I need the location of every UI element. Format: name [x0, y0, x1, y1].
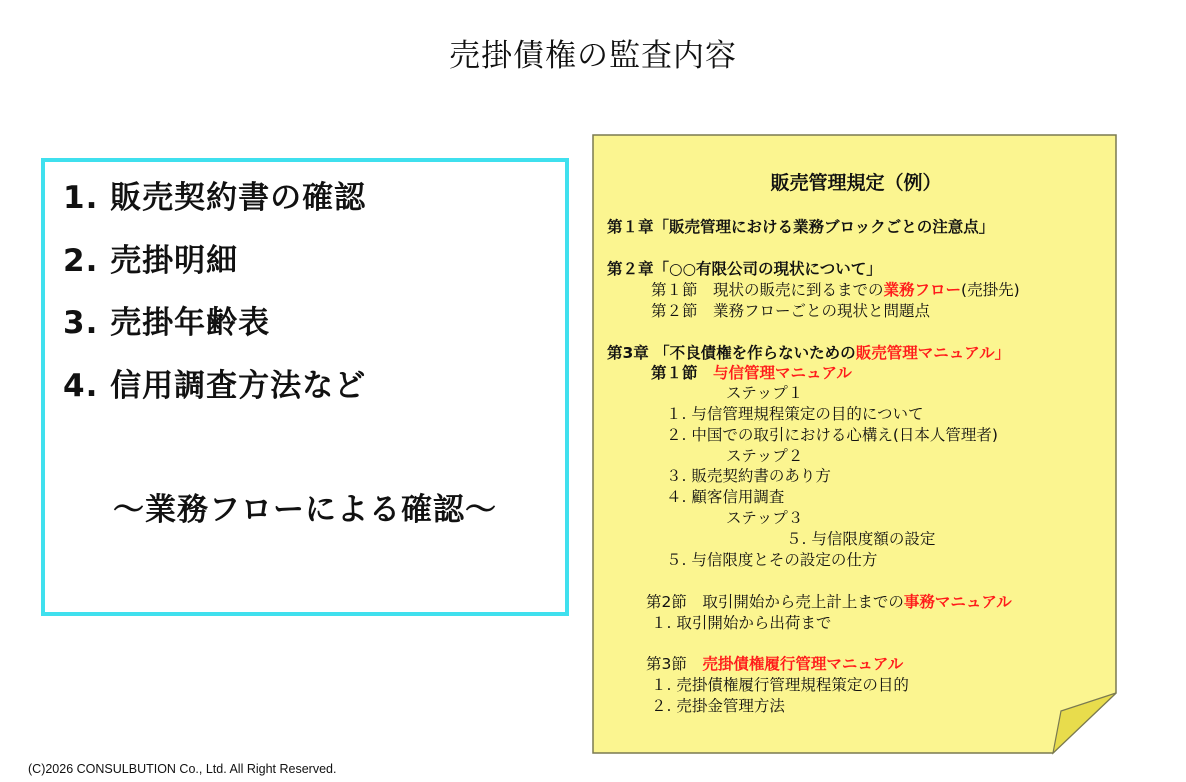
- document-line-text: 第3節: [646, 655, 703, 673]
- document-line: [607, 341, 1010, 363]
- document-line: [651, 361, 852, 383]
- document-line: [726, 444, 803, 466]
- document-line-text: ステップ３: [726, 509, 804, 527]
- document-line: [666, 485, 784, 507]
- document-line: [666, 464, 831, 486]
- document-line-text: (売掛先): [961, 281, 1020, 299]
- audit-items-box: [41, 158, 569, 616]
- document-line-text: ステップ２: [726, 447, 804, 465]
- document-line-text: 第１章「販売管理における業務ブロックごとの注意点」: [607, 218, 995, 236]
- sales-management-rules-document: [591, 133, 1121, 755]
- document-line-text: １. 売掛債権履行管理規程策定の目的: [651, 676, 909, 694]
- document-line-highlight: 事務マニュアル: [903, 593, 1012, 611]
- document-line: [726, 381, 803, 403]
- document-line-highlight: 業務フロー: [883, 281, 962, 299]
- document-line-text: 第２章「○○有限公司の現状について」: [607, 260, 882, 278]
- document-line: [786, 527, 935, 549]
- copyright-text: (C)2026 CONSULBUTION Co., Ltd. All Right Reserved.: [28, 762, 337, 776]
- document-line-text: 第１節 現状の販売に到るまでの: [651, 281, 884, 299]
- document-line: [666, 423, 998, 445]
- document-line: [651, 694, 785, 716]
- document-title: 販売管理規定（例）: [770, 172, 942, 194]
- document-line: [666, 402, 924, 424]
- document-line-text: １. 取引開始から出荷まで: [651, 614, 832, 632]
- document-line-text: ４. 顧客信用調査: [666, 488, 785, 506]
- document-line-highlight: 販売管理マニュアル」: [855, 344, 1011, 362]
- document-line-text: ５. 与信限度額の設定: [786, 530, 936, 548]
- document-line: [607, 257, 882, 279]
- document-line-text: ２. 中国での取引における心構え(日本人管理者): [666, 426, 998, 444]
- document-line-text: ３. 販売契約書のあり方: [666, 467, 831, 485]
- document-line-text: 第１節: [651, 364, 714, 382]
- document-line-text: 第２節 業務フローごとの現状と問題点: [651, 302, 931, 320]
- audit-item-4: 4. 信用調査方法など: [63, 368, 367, 404]
- document-line-text: ５. 与信限度とその設定の仕方: [666, 551, 878, 569]
- document-line: [607, 215, 994, 237]
- document-line-text: １. 与信管理規程策定の目的について: [666, 405, 924, 423]
- audit-item-3: 3. 売掛年齢表: [63, 305, 271, 341]
- document-line-text: 第3章 「不良債権を作らないための: [607, 344, 856, 362]
- document-line: [651, 611, 831, 633]
- audit-item-2: 2. 売掛明細: [63, 243, 239, 279]
- document-line: [651, 299, 930, 321]
- document-line: [651, 673, 909, 695]
- document-line-highlight: 売掛債権履行管理マニュアル: [702, 655, 904, 673]
- document-line: [646, 590, 1012, 612]
- page-title: 売掛債権の監査内容: [449, 38, 737, 74]
- document-line-text: ２. 売掛金管理方法: [651, 697, 785, 715]
- document-line-text: 第2節 取引開始から売上計上までの: [646, 593, 904, 611]
- document-line: [651, 278, 1020, 300]
- document-line: [666, 548, 877, 570]
- workflow-confirmation-text: ～業務フローによる確認～: [113, 492, 497, 528]
- document-line-text: ステップ１: [726, 384, 804, 402]
- document-line: [726, 506, 803, 528]
- document-line: [646, 652, 903, 674]
- document-line-highlight: 与信管理マニュアル: [713, 364, 852, 382]
- audit-item-1: 1. 販売契約書の確認: [63, 180, 367, 216]
